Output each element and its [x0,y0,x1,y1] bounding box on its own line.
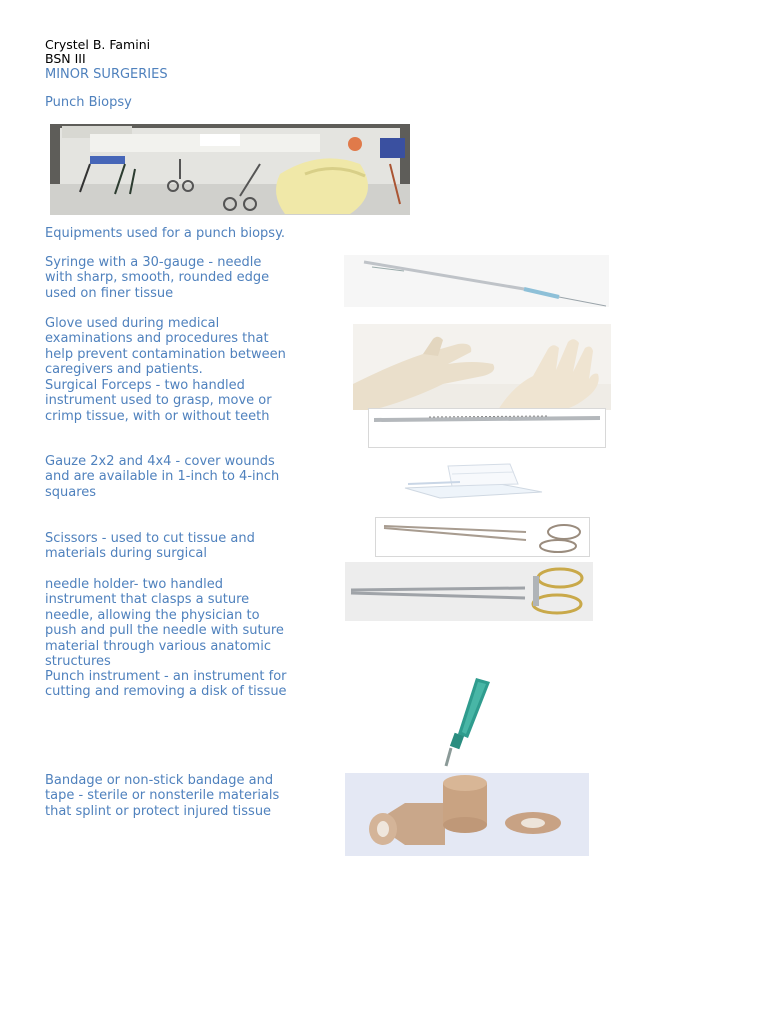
text-line: instrument that clasps a suture [45,592,250,608]
punch-biopsy-tray-photo [50,124,410,215]
item-scissors-text [45,531,335,562]
needle-holder-icon [345,562,593,621]
page-title: MINOR SURGERIES [45,67,168,82]
bandage-icon [345,773,589,856]
gauze-icon [400,458,545,500]
text-line: caregivers and patients. [45,362,203,378]
item-syringe-text [45,255,335,301]
item-needle-holder-text [45,577,335,669]
text-line: used on finer tissue [45,285,174,301]
glove-icon [353,324,611,410]
item-bandage-text [45,773,335,819]
text-line: material through various anatomic [45,638,271,654]
text-line: needle holder- two handled [45,577,223,592]
text-line: tape - sterile or nonsterile materials [45,788,280,804]
punch-instrument-icon [436,676,496,770]
text-line: Surgical Forceps - two handled [45,378,245,393]
text-line: with sharp, smooth, rounded edge [45,270,270,286]
forceps-icon [368,408,606,448]
text-line: Syringe with a 30-gauge - needle [45,255,262,270]
text-line: materials during surgical [45,546,207,562]
item-glove-text [45,316,335,378]
item-gauze-text [45,454,335,500]
text-line: needle, allowing the physician to [45,607,260,623]
text-line: that splint or protect injured tissue [45,803,272,819]
text-line: Punch instrument - an instrument for [45,669,287,684]
item-forceps-text [45,378,335,424]
text-line: structures [45,654,111,670]
text-line: squares [45,484,97,500]
scissors-icon [375,517,590,557]
intro-text: Equipments used for a punch biopsy. [45,226,286,241]
text-line: examinations and procedures that [45,331,269,347]
item-punch-instrument-text [45,669,335,700]
text-line: Gauze 2x2 and 4x4 - cover wounds [45,454,275,469]
section-title: Punch Biopsy [45,95,132,110]
text-line: instrument used to grasp, move or [45,393,272,409]
text-line: crimp tissue, with or without teeth [45,408,270,424]
text-line: push and pull the needle with suture [45,623,284,639]
text-line: Scissors - used to cut tissue and [45,531,255,546]
text-line: and are available in 1-inch to 4-inch [45,469,280,485]
text-line: help prevent contamination between [45,346,286,362]
text-line: cutting and removing a disk of tissue [45,684,287,700]
syringe-icon [344,255,609,307]
text-line: Bandage or non-stick bandage and [45,773,274,788]
author-name: Crystel B. Famini [45,37,151,52]
course-label: BSN III [45,51,86,66]
text-line: Glove used during medical [45,316,220,331]
